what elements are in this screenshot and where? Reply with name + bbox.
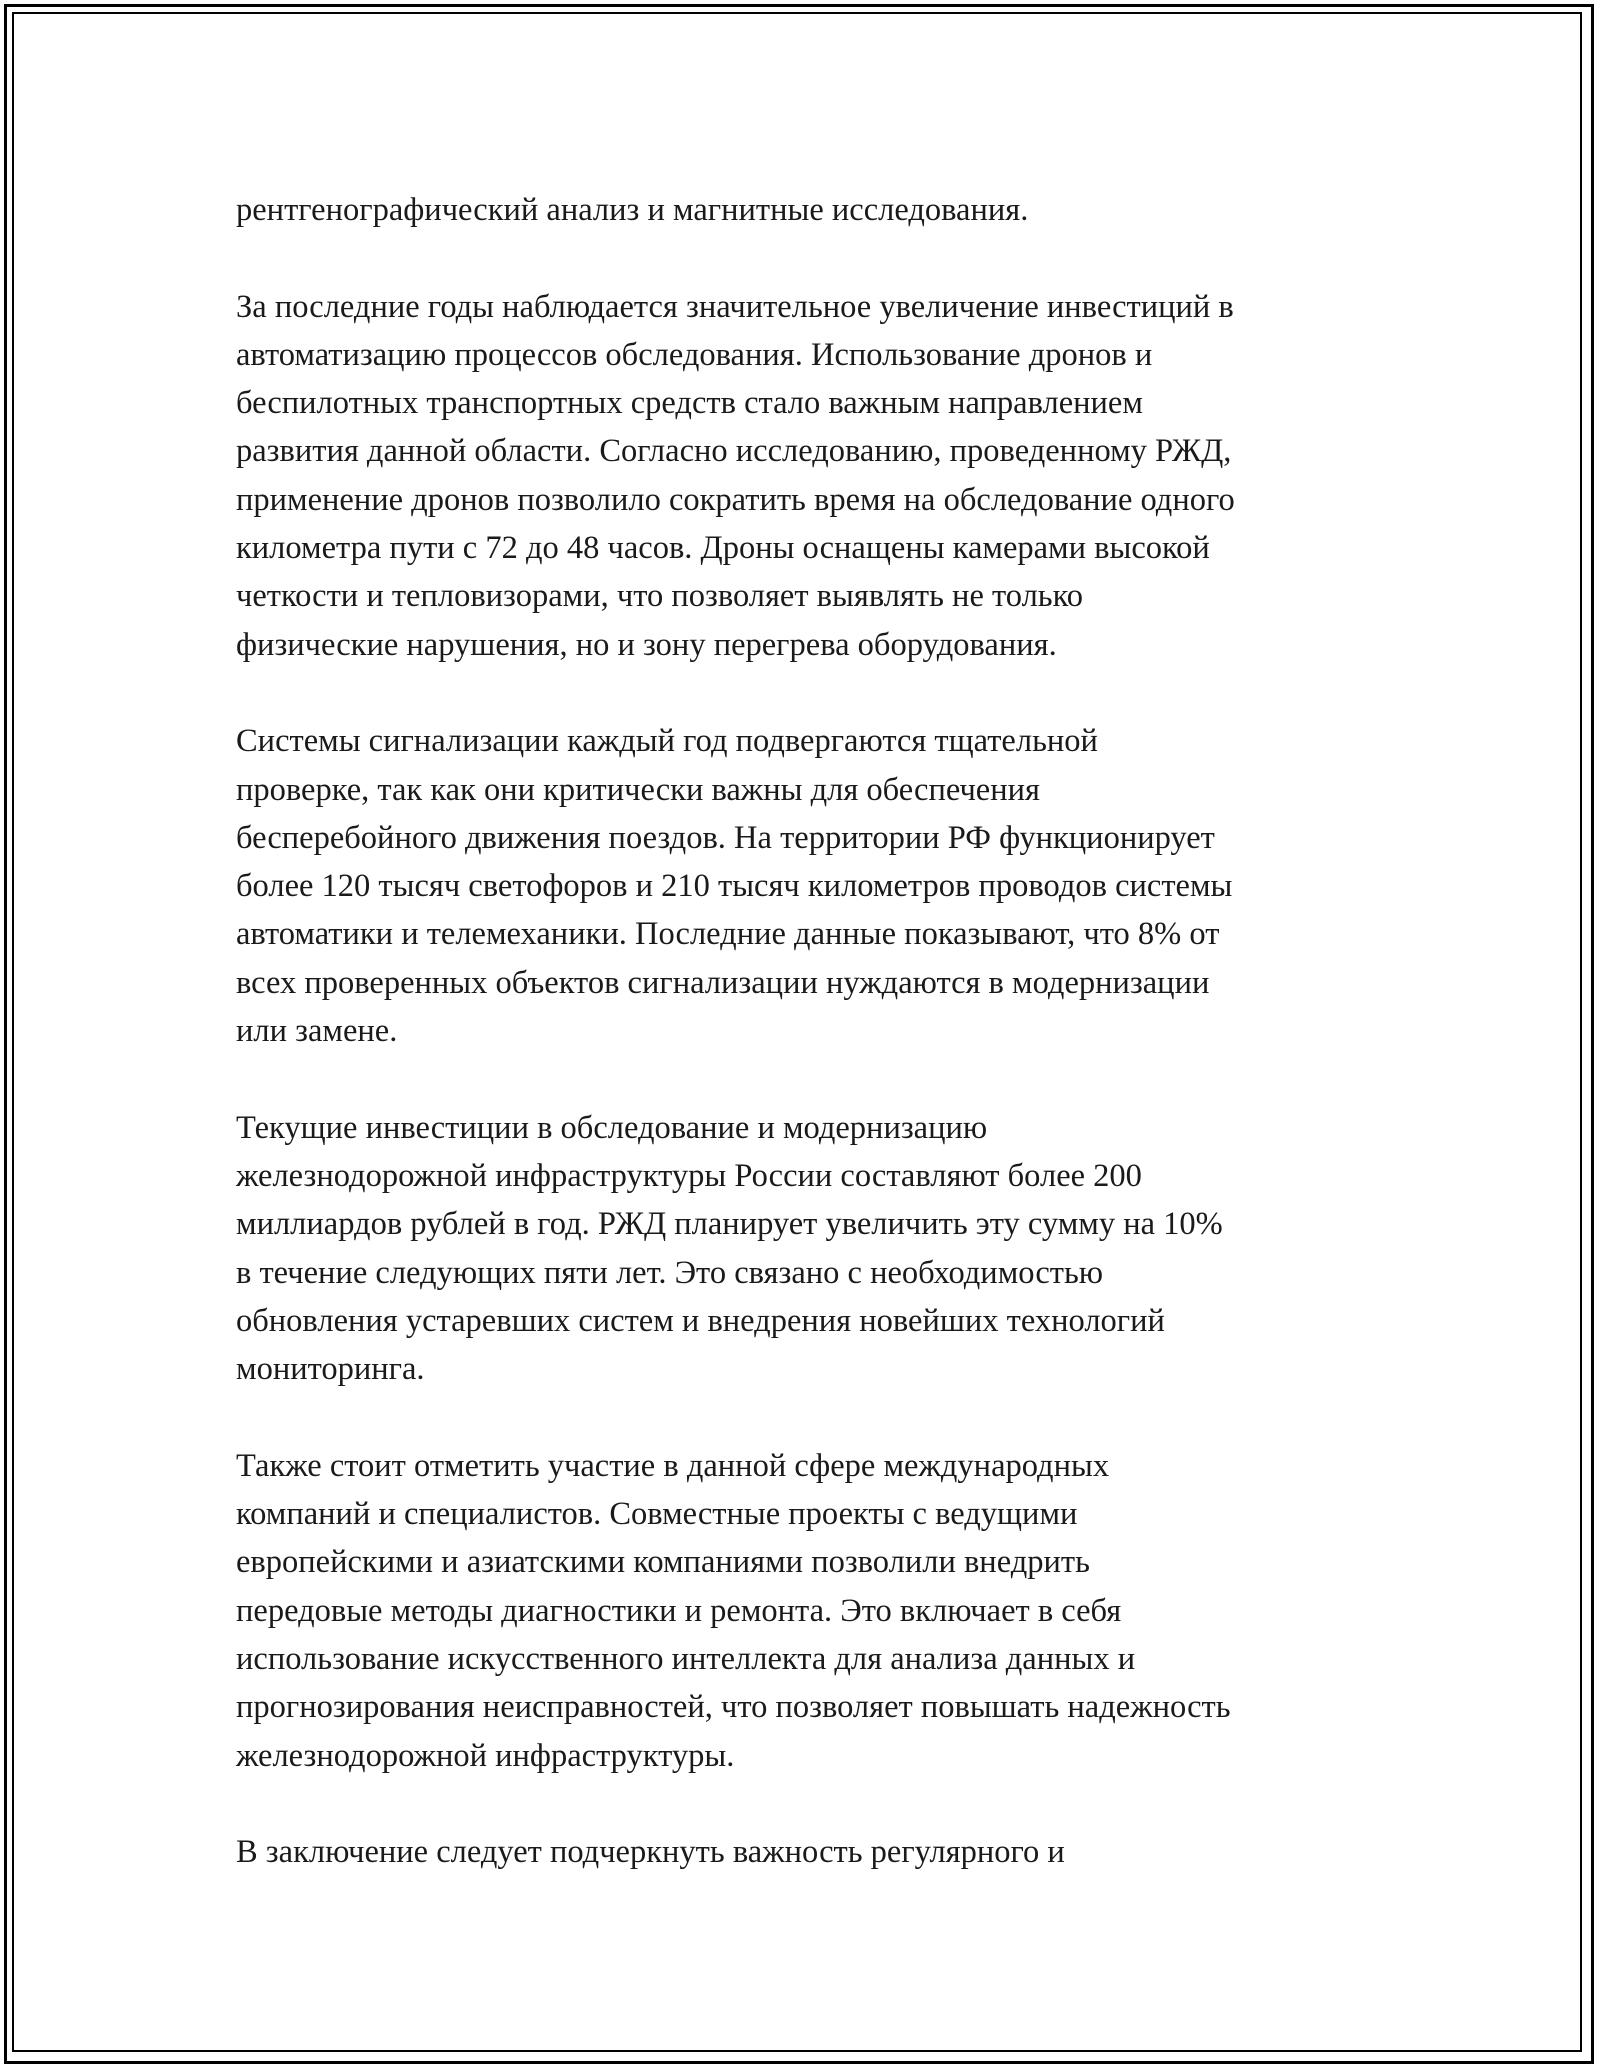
text-line: За последние годы наблюдается значительное увеличение инвестиций в: [236, 288, 1234, 325]
text-line: или замене.: [236, 1013, 398, 1050]
text-line: В заключение следует подчеркнуть важность регулярного и: [236, 1834, 1065, 1871]
text-line: обновления устаревших систем и внедрения новейших технологий: [236, 1302, 1165, 1339]
paragraph-2: [236, 283, 1386, 669]
text-line: Текущие инвестиции в обследование и модернизацию: [236, 1109, 988, 1146]
text-line: компаний и специалистов. Совместные проекты с ведущими: [236, 1496, 1078, 1533]
paragraph-6: [236, 1828, 1386, 1876]
text-line: беспилотных транспортных средств стало важным направлением: [236, 385, 1143, 422]
text-line: в течение следующих пяти лет. Это связано с необходимостью: [236, 1254, 1104, 1291]
text-line: железнодорожной инфраструктуры.: [236, 1737, 735, 1774]
paragraph-3: [236, 717, 1386, 1055]
text-line: передовые методы диагностики и ремонта. Это включает в себя: [236, 1592, 1122, 1629]
text-line: мониторинга.: [236, 1351, 425, 1388]
paragraph-4: [236, 1104, 1386, 1394]
text-line: физические нарушения, но и зону перегрева оборудования.: [236, 626, 1057, 663]
text-line: железнодорожной инфраструктуры России составляют более 200: [236, 1157, 1142, 1194]
text-line: Системы сигнализации каждый год подвергаются тщательной: [236, 723, 1098, 760]
text-line: использование искусственного интеллекта для анализа данных и: [236, 1640, 1136, 1677]
text-line: проверке, так как они критически важны для обеспечения: [236, 771, 1040, 808]
text-line: автоматики и телемеханики. Последние данные показывают, что 8% от: [236, 916, 1220, 953]
text-line: Также стоит отметить участие в данной сфере международных: [236, 1447, 1110, 1484]
text-line: рентгенографический анализ и магнитные исследования.: [236, 192, 1029, 228]
paragraph-5: [236, 1442, 1386, 1780]
text-line: развития данной области. Согласно исследованию, проведенному РЖД,: [236, 433, 1232, 470]
text-line: европейскими и азиатскими компаниями позволили внедрить: [236, 1544, 1090, 1581]
text-line: прогнозирования неисправностей, что позволяет повышать надежность: [236, 1689, 1231, 1726]
text-line: четкости и тепловизорами, что позволяет выявлять не только: [236, 578, 1084, 615]
text-line: миллиардов рублей в год. РЖД планирует увеличить эту сумму на 10%: [236, 1206, 1223, 1243]
document-body: [236, 186, 1386, 1925]
text-line: километра пути с 72 до 48 часов. Дроны оснащены камерами высокой: [236, 530, 1210, 567]
text-line: автоматизацию процессов обследования. Использование дронов и: [236, 336, 1153, 373]
text-line: более 120 тысяч светофоров и 210 тысяч километров проводов системы: [236, 868, 1233, 905]
text-line: бесперебойного движения поездов. На территории РФ функционирует: [236, 819, 1215, 856]
text-line: всех проверенных объектов сигнализации нуждаются в модернизации: [236, 964, 1210, 1001]
text-line: применение дронов позволило сократить время на обследование одного: [236, 481, 1235, 518]
paragraph-1: [236, 186, 1386, 234]
